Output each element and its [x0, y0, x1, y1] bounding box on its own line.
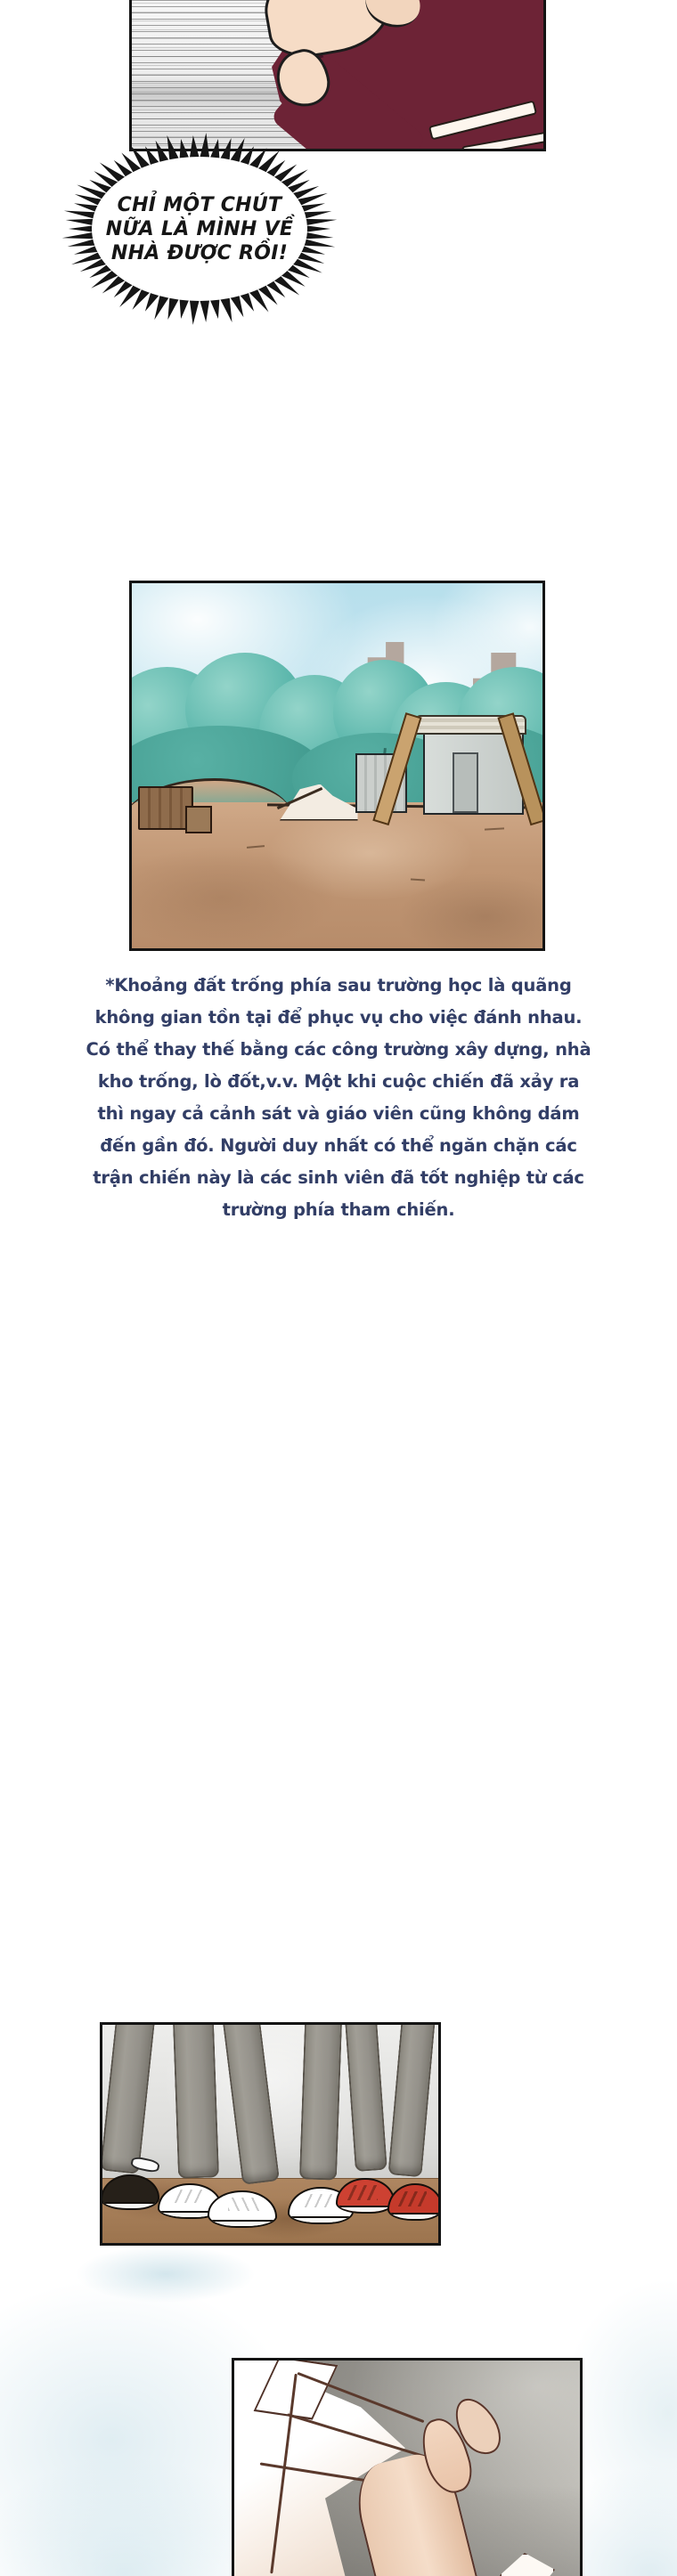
shoe-laces: [228, 2198, 261, 2211]
cloud-smudge: [77, 2246, 255, 2303]
speech-bubble-text: [61, 132, 338, 326]
speech-bubble: [61, 132, 338, 326]
translator-note: [53, 970, 624, 1226]
wooden-box: [185, 806, 212, 833]
panel-running-character: [129, 0, 546, 151]
note-line: *Khoảng đất trống phía sau trường học là quãng: [105, 975, 572, 995]
leg-gray-pants: [299, 2022, 342, 2181]
speech-line: NHÀ ĐƯỢC RỒI!: [110, 241, 289, 264]
note-line: thì ngay cả cảnh sát và giáo viên cũng không dám: [97, 1103, 580, 1124]
speech-line: NỮA LÀ MÌNH VỀ: [105, 217, 294, 240]
note-line: Có thể thay thế bằng các công trường xây dựng, nhà: [86, 1039, 591, 1060]
shoe-laces: [303, 2194, 334, 2207]
panel-landscape: [129, 581, 545, 951]
note-line: đến gần đó. Người duy nhất có thể ngăn chặn các: [100, 1135, 577, 1156]
note-line: không gian tồn tại để phục vụ cho việc đánh nhau.: [94, 1007, 583, 1028]
shoe-laces: [398, 2191, 427, 2206]
note-line: kho trống, lò đốt,v.v. Một khi cuộc chiến đã xảy ra: [97, 1071, 580, 1092]
panel-feet-lineup: [100, 2022, 441, 2246]
shoe-laces: [173, 2190, 203, 2202]
speech-line: CHỈ MỘT CHÚT: [117, 193, 282, 216]
note-line: trận chiến này là các sinh viên đã tốt nghiệp từ các: [93, 1167, 584, 1188]
shoe-laces: [347, 2185, 378, 2199]
panel-collar-grab: [232, 2358, 583, 2576]
note-line: trường phía tham chiến.: [222, 1199, 455, 1220]
leg-gray-pants: [173, 2022, 219, 2179]
structure-door: [453, 752, 478, 814]
